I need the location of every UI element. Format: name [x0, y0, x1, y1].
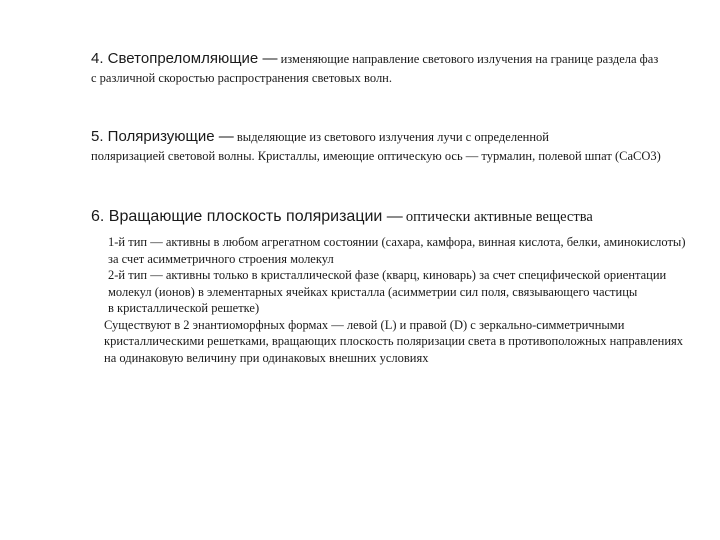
section-5-line-2: поляризацией световой волны. Кристаллы, имеющие оптическую ось — турмалин, полевой шпат (CaCO3)	[91, 149, 661, 163]
section-6-line-5: в кристаллической решетке)	[108, 301, 260, 315]
section-6-line-7: кристаллическими решетками, вращающих плоскость поляризации света в противоположных направлениях	[104, 334, 684, 348]
section-6-line-6: Существуют в 2 энантиоморфных формах — левой (L) и правой (D) с зеркально-симметричными	[104, 318, 625, 332]
section-6-line-3: 2-й тип — активны только в кристаллической фазе (кварц, киноварь) за счет специфической ориентации	[108, 268, 667, 282]
section-6-line-2: за счет асимметричного строения молекул	[108, 252, 334, 266]
section-4-line-1	[91, 51, 658, 67]
section-6-line-4: молекул (ионов) в элементарных ячейках кристалла (асимметрии сил поля, связывающего частицы	[108, 285, 638, 299]
section-4-heading: 4. Светопреломляющие —	[91, 50, 278, 67]
section-5-text: выделяющие из светового излучения лучи с определенной	[236, 130, 549, 144]
section-5-heading: 5. Поляризующие —	[91, 128, 234, 145]
section-6-heading-line	[91, 209, 593, 225]
section-4-line-2: с различной скоростью распространения световых волн.	[91, 71, 393, 85]
section-6-heading: 6. Вращающие плоскость поляризации —	[91, 208, 403, 225]
section-6-heading-rest: оптически активные вещества	[405, 209, 593, 225]
section-6-line-1: 1-й тип — активны в любом агрегатном состоянии (сахара, камфора, винная кислота, белки, аминокислоты)	[108, 235, 686, 249]
section-5-line-1	[91, 129, 549, 145]
section-4-text: изменяющие направление светового излучения на границе раздела фаз	[280, 52, 659, 66]
section-6-line-8: на одинаковую величину при одинаковых внешних условиях	[104, 351, 429, 365]
